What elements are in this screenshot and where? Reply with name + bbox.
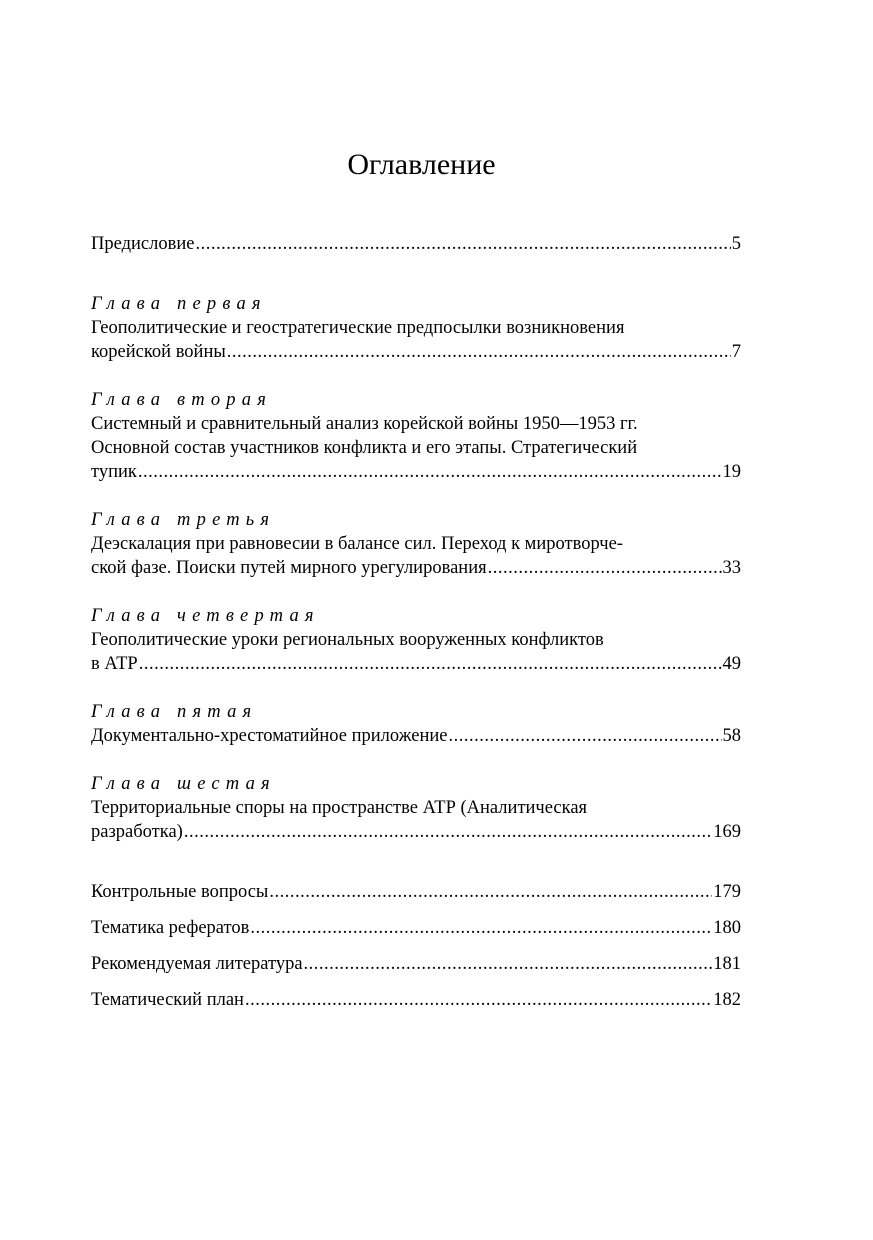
toc-entry-essay-topics[interactable] [91,916,741,940]
toc-page-number: 181 [713,954,741,974]
dot-leader [195,232,730,256]
dot-leader [227,340,731,364]
toc-page-number: 180 [713,918,741,938]
dot-leader [250,916,712,940]
page-title: Оглавление [347,148,496,181]
toc-page-number: 182 [713,990,741,1010]
chapter-title-line: Основной состав участников конфликта и его этапы. Стратегический [91,438,638,458]
chapter-title-line: тупик [91,462,137,482]
chapter-block-2 [91,388,741,484]
toc-entry-thematic-plan[interactable] [91,988,741,1012]
chapter-title-line: Геополитические уроки региональных вооруженных конфликтов [91,630,604,650]
chapter-label: Глава четвертая [91,606,320,626]
dot-leader [245,988,712,1012]
chapter-title-line: корейской войны [91,342,226,362]
chapter-label: Глава первая [91,294,267,314]
toc-entry-chapter-6[interactable] [91,820,741,844]
toc-entry-text: Рекомендуемая литература [91,954,303,974]
toc-page-number: 179 [713,882,741,902]
toc-page-number: 33 [722,558,741,578]
toc-entry-recommended-literature[interactable] [91,952,741,976]
chapter-title-line: в АТР [91,654,138,674]
toc-entry-text: Предисловие [91,234,195,254]
chapter-label: Глава вторая [91,390,273,410]
toc-page-number: 58 [722,726,741,746]
chapter-title-line: ской фазе. Поиски путей мирного урегулирования [91,558,487,578]
toc-entry-chapter-5[interactable] [91,724,741,748]
toc-page-number: 19 [722,462,741,482]
backmatter-list [91,880,741,1012]
toc-entry-chapter-2[interactable] [91,460,741,484]
dot-leader [139,652,722,676]
chapter-title-line: Территориальные споры на пространстве АТР (Аналитическая [91,798,588,818]
toc-entry-text: Тематика рефератов [91,918,250,938]
dot-leader [304,952,713,976]
chapter-block-1 [91,292,741,364]
chapter-title-line: Геополитические и геостратегические предпосылки возникновения [91,318,625,338]
chapter-title-line: разработка) [91,822,183,842]
toc-page-number: 5 [731,234,741,254]
toc-entry-preface[interactable] [91,232,741,256]
chapter-title-line: Документально-хрестоматийное приложение [91,726,448,746]
chapter-block-3 [91,508,741,580]
table-of-contents [91,232,741,1024]
toc-entry-control-questions[interactable] [91,880,741,904]
toc-entry-chapter-1[interactable] [91,340,741,364]
dot-leader [269,880,712,904]
toc-page-number: 49 [722,654,741,674]
toc-entry-chapter-3[interactable] [91,556,741,580]
toc-page-number: 169 [713,822,741,842]
chapter-label: Глава третья [91,510,276,530]
toc-entry-text: Тематический план [91,990,244,1010]
toc-page-number: 7 [731,342,741,362]
dot-leader [488,556,722,580]
chapter-title-line: Деэскалация при равновесии в балансе сил. Переход к миротворче- [91,534,623,554]
toc-entry-chapter-4[interactable] [91,652,741,676]
chapter-block-4 [91,604,741,676]
toc-entry-text: Контрольные вопросы [91,882,269,902]
dot-leader [184,820,712,844]
chapter-block-5 [91,700,741,748]
dot-leader [138,460,722,484]
chapter-title-line: Системный и сравнительный анализ корейской войны 1950—1953 гг. [91,414,638,434]
chapter-label: Глава пятая [91,702,258,722]
dot-leader [448,724,721,748]
chapter-label: Глава шестая [91,774,276,794]
chapter-block-6 [91,772,741,844]
